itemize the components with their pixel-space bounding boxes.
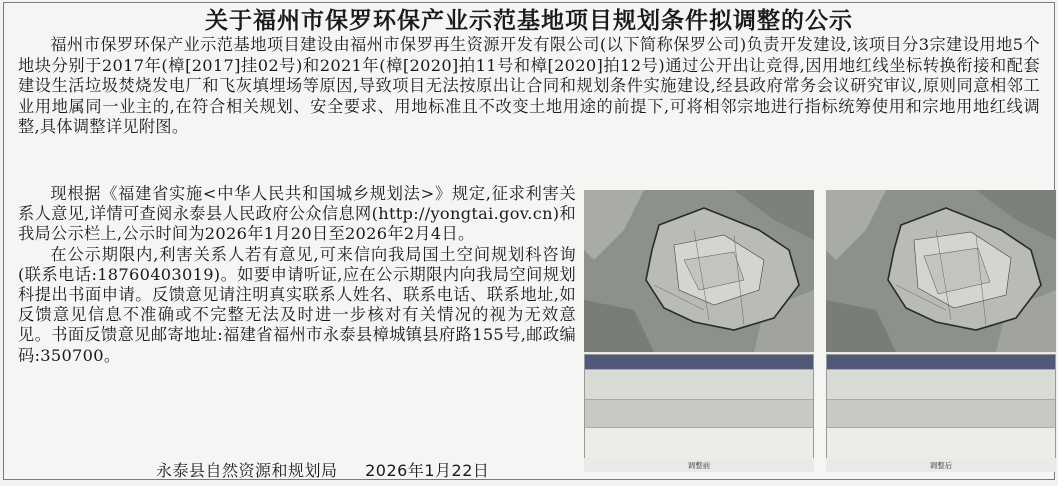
notice-paragraph-2: 现根据《福建省实施<中华人民共和国城乡规划法>》规定,征求利害关系人意见,详情可查阅永泰县人民政府公众信息网(http://yongtai.gov.cn)和我局公示栏上,公示时间为2026年1月20日至2026年2月4日。 (18, 184, 576, 244)
notice-signoff (156, 458, 511, 481)
signoff-date: 2026年1月22日 (365, 461, 490, 480)
figure-caption-before: 调整前 (687, 461, 711, 470)
notice-title: 关于福州市保罗环保产业示范基地项目规划条件拟调整的公示 (205, 8, 853, 34)
site-map-after (826, 190, 1056, 352)
signoff-organization: 永泰县自然资源和规划局 (156, 461, 338, 480)
notice-paragraph-3: 在公示期限内,利害关系人若有意见,可来信向我局国土空间规划科咨询(联系电话:18760403019)。如要申请听证,应在公示期限内向我局空间规划科提出书面申请。反馈意见请注明真实联系人姓名、联系电话、联系地址,如反馈意见信息不准确或不完整无法及时进一步核对有关情况的视为无效意见。书面反馈意见邮寄地址:福建省福州市永泰县樟城镇县府路155号,邮政编码:350700。 (18, 244, 576, 365)
plot-table-before (584, 354, 814, 458)
figure-before-adjustment (584, 190, 814, 472)
notice-lower-section (18, 184, 1048, 480)
figure-after-adjustment (826, 190, 1056, 472)
plot-table-after (826, 354, 1056, 458)
site-map-before (584, 190, 814, 352)
notice-left-column (18, 184, 576, 366)
public-notice (3, 2, 1055, 480)
notice-paragraph-1: 福州市保罗环保产业示范基地项目建设由福州市保罗再生资源开发有限公司(以下简称保罗公司)负责开发建设,该项目分3宗建设用地5个地块分别于2017年(樟[2017]挂02号)和2021年(樟[2020]拍11号和樟[2020]拍12号)通过公开出让竞得,因用地红线坐标转换衔接和配套建设生活垃圾焚烧发电厂和飞灰填埋场等原因,导致项目无法按原出让合同和规划条件实施建设,经县政府常务会议研究审议,原则同意相邻工业用地属同一业主的,在符合相关规划、安全要求、用地标准且不改变土地用途的前提下,可将相邻宗地进行指标统筹使用和宗地用地红线调整,具体调整详见附图。 (18, 35, 1040, 136)
figure-caption-after: 调整后 (929, 461, 953, 470)
attached-figures (584, 190, 1058, 472)
